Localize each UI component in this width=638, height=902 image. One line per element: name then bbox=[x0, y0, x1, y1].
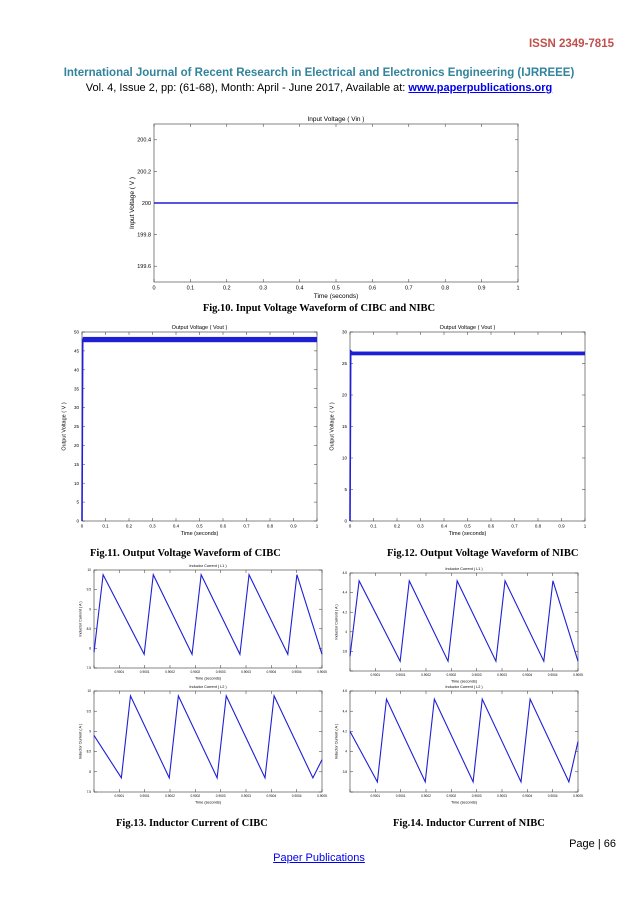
y-tick-label: 9.5 bbox=[86, 709, 91, 714]
x-tick-label: 0.5 bbox=[464, 523, 471, 529]
x-tick-label: 0.9004 bbox=[547, 673, 558, 678]
x-tick-label: 0 bbox=[348, 523, 352, 529]
x-tick-label: 0.9003 bbox=[497, 794, 507, 799]
y-tick-label: 200 bbox=[141, 200, 151, 207]
x-tick-label: 0.4 bbox=[440, 523, 448, 529]
x-tick-label: 0.1 bbox=[102, 523, 109, 529]
x-tick-label: 0.5 bbox=[332, 285, 340, 292]
y-tick-label: 5 bbox=[344, 487, 347, 493]
y-tick-label: 25 bbox=[341, 361, 347, 367]
chart-title: Input Voltage ( Vin ) bbox=[307, 116, 365, 123]
x-tick-label: 0.7 bbox=[511, 523, 518, 529]
x-tick-label: 0.9002 bbox=[190, 794, 201, 799]
x-tick-label: 0.8 bbox=[534, 523, 542, 529]
x-tick-label: 0.1 bbox=[370, 523, 377, 529]
chart-output-voltage-nibc bbox=[328, 320, 590, 542]
y-tick-label: 40 bbox=[73, 367, 79, 373]
x-tick-label: 0.9003 bbox=[471, 794, 482, 799]
y-tick-label: 4.4 bbox=[342, 590, 347, 595]
publisher-link[interactable]: Paper Publications bbox=[273, 852, 365, 864]
x-tick-label: 0.9002 bbox=[446, 794, 457, 799]
y-tick-label: 35 bbox=[73, 386, 79, 392]
x-tick-label: 0.9003 bbox=[215, 670, 226, 675]
y-tick-label: 8 bbox=[89, 646, 91, 651]
y-tick-label: 15 bbox=[73, 461, 79, 467]
x-axis-label: Time (seconds) bbox=[450, 679, 478, 684]
x-tick-label: 0.9003 bbox=[241, 794, 251, 799]
x-tick-label: 0.9 bbox=[290, 523, 297, 529]
x-tick-label: 0.7 bbox=[404, 285, 413, 292]
x-tick-label: 0.9002 bbox=[190, 670, 201, 675]
y-tick-label: 200.2 bbox=[137, 169, 151, 176]
x-tick-label: 0.9005 bbox=[573, 794, 583, 799]
x-tick-label: 0.8 bbox=[441, 285, 450, 292]
x-tick-label: 0.9003 bbox=[241, 670, 251, 675]
x-tick-label: 0.2 bbox=[222, 285, 231, 292]
caption-fig14: Fig.14. Inductor Current of NIBC bbox=[393, 818, 545, 829]
plot-frame bbox=[94, 691, 322, 792]
y-tick-label: 4.6 bbox=[342, 571, 347, 576]
y-tick-label: 50 bbox=[73, 329, 79, 335]
x-tick-label: 0.4 bbox=[295, 285, 304, 292]
y-axis-label: Input Voltage ( V ) bbox=[128, 176, 136, 230]
x-tick-label: 0.9002 bbox=[421, 794, 431, 799]
y-axis-label: Inductor Current ( A ) bbox=[334, 723, 339, 760]
y-tick-label: 8.5 bbox=[86, 749, 91, 754]
y-tick-label: 30 bbox=[341, 329, 347, 335]
x-axis-label: Time (seconds) bbox=[194, 800, 222, 805]
chart-inductor-current-cibc-l2 bbox=[76, 683, 326, 805]
issn-label: ISSN 2349-7815 bbox=[528, 38, 614, 50]
x-tick-label: 0.9003 bbox=[497, 673, 507, 678]
x-tick-label: 0.9003 bbox=[215, 794, 226, 799]
x-tick-label: 0.9 bbox=[477, 285, 486, 292]
x-tick-label: 0.1 bbox=[186, 285, 195, 292]
y-tick-label: 200.4 bbox=[137, 137, 151, 144]
x-tick-label: 0.9002 bbox=[165, 670, 175, 675]
website-link[interactable]: www.paperpublications.org bbox=[408, 82, 553, 94]
caption-fig10: Fig.10. Input Voltage Waveform of CIBC and NIBC bbox=[202, 303, 436, 314]
y-axis-label: Inductor Current ( A ) bbox=[78, 723, 83, 760]
plot-frame bbox=[82, 332, 317, 521]
x-tick-label: 0.9 bbox=[558, 523, 565, 529]
x-tick-label: 0 bbox=[152, 285, 156, 292]
chart-inductor-current-nibc-l1 bbox=[332, 565, 582, 683]
chart-input-voltage bbox=[108, 112, 526, 302]
x-tick-label: 0 bbox=[80, 523, 84, 529]
y-tick-label: 9.5 bbox=[86, 587, 91, 592]
x-tick-label: 1 bbox=[583, 523, 587, 529]
x-tick-label: 0.9004 bbox=[266, 670, 277, 675]
x-tick-label: 1 bbox=[516, 285, 520, 292]
chart-title: Inductor Current ( L2 ) bbox=[189, 685, 227, 689]
x-tick-label: 0.9004 bbox=[547, 794, 558, 799]
x-tick-label: 0.9001 bbox=[395, 794, 406, 799]
x-axis-label: Time (seconds) bbox=[180, 531, 219, 537]
x-tick-label: 0.9005 bbox=[317, 670, 327, 675]
caption-fig12: Fig.12. Output Voltage Waveform of NIBC bbox=[387, 548, 579, 559]
x-tick-label: 0.9004 bbox=[522, 794, 533, 799]
x-tick-label: 0.3 bbox=[259, 285, 268, 292]
y-axis-label: Output Voltage ( V ) bbox=[61, 402, 68, 451]
y-tick-label: 4 bbox=[345, 749, 347, 754]
y-tick-label: 15 bbox=[341, 424, 347, 430]
x-tick-label: 0.8 bbox=[266, 523, 274, 529]
chart-inductor-current-cibc-l1 bbox=[76, 562, 326, 680]
x-tick-label: 0.9005 bbox=[317, 794, 327, 799]
x-tick-label: 0.7 bbox=[243, 523, 250, 529]
y-tick-label: 199.6 bbox=[137, 264, 151, 271]
y-tick-label: 5 bbox=[76, 499, 79, 505]
y-tick-label: 3.8 bbox=[342, 769, 347, 774]
caption-fig13: Fig.13. Inductor Current of CIBC bbox=[116, 818, 268, 829]
y-tick-label: 30 bbox=[73, 405, 79, 411]
y-tick-label: 9 bbox=[89, 729, 91, 734]
y-tick-label: 7.5 bbox=[86, 666, 91, 671]
chart-title: Inductor Current ( L1 ) bbox=[445, 567, 483, 571]
x-tick-label: 0.9001 bbox=[114, 670, 125, 675]
x-axis-label: Time (seconds) bbox=[313, 293, 359, 300]
x-tick-label: 0.3 bbox=[149, 523, 156, 529]
x-tick-label: 0.2 bbox=[393, 523, 401, 529]
x-tick-label: 0.6 bbox=[219, 523, 227, 529]
y-tick-label: 7.5 bbox=[86, 790, 91, 795]
x-tick-label: 0.9002 bbox=[421, 673, 431, 678]
plot-frame bbox=[350, 691, 578, 792]
chart-title: Output Voltage ( Vout ) bbox=[171, 325, 228, 331]
x-tick-label: 0.9001 bbox=[370, 794, 381, 799]
y-tick-label: 20 bbox=[73, 442, 79, 448]
x-tick-label: 0.9004 bbox=[291, 794, 302, 799]
x-tick-label: 0.9004 bbox=[266, 794, 277, 799]
x-tick-label: 0.9001 bbox=[395, 673, 406, 678]
x-axis-label: Time (seconds) bbox=[448, 531, 487, 537]
x-tick-label: 0.9002 bbox=[446, 673, 457, 678]
x-tick-label: 0.6 bbox=[368, 285, 377, 292]
y-tick-label: 10 bbox=[341, 455, 347, 461]
chart-inductor-current-nibc-l2 bbox=[332, 683, 582, 805]
x-tick-label: 0.9004 bbox=[291, 670, 302, 675]
y-tick-label: 0 bbox=[344, 518, 347, 524]
journal-volume-line bbox=[0, 82, 638, 94]
y-tick-label: 45 bbox=[73, 348, 79, 354]
y-tick-label: 20 bbox=[341, 392, 347, 398]
y-tick-label: 4 bbox=[345, 629, 347, 634]
chart-title: Inductor Current ( L1 ) bbox=[189, 564, 227, 568]
x-tick-label: 0.9004 bbox=[522, 673, 533, 678]
y-tick-label: 4.4 bbox=[342, 709, 347, 714]
y-tick-label: 10 bbox=[87, 568, 91, 573]
x-tick-label: 1 bbox=[315, 523, 319, 529]
y-tick-label: 9 bbox=[89, 607, 91, 612]
y-tick-label: 0 bbox=[76, 518, 79, 524]
x-tick-label: 0.9005 bbox=[573, 673, 583, 678]
y-tick-label: 10 bbox=[73, 480, 79, 486]
x-tick-label: 0.2 bbox=[125, 523, 133, 529]
x-tick-label: 0.9001 bbox=[139, 794, 150, 799]
y-axis-label: Inductor Current ( A ) bbox=[334, 604, 339, 640]
caption-fig11: Fig.11. Output Voltage Waveform of CIBC bbox=[90, 548, 281, 559]
plot-frame bbox=[350, 332, 585, 521]
volume-text: Vol. 4, Issue 2, pp: (61-68), Month: April - June 2017, Available at: bbox=[85, 82, 409, 94]
y-tick-label: 4.6 bbox=[342, 689, 347, 694]
plot-frame bbox=[350, 573, 578, 671]
x-tick-label: 0.3 bbox=[417, 523, 424, 529]
x-axis-label: Time (seconds) bbox=[450, 800, 478, 805]
x-tick-label: 0.9001 bbox=[114, 794, 125, 799]
y-tick-label: 199.8 bbox=[137, 232, 151, 239]
chart-title: Output Voltage ( Vout ) bbox=[439, 325, 496, 331]
footer-publisher bbox=[0, 852, 638, 864]
y-axis-label: Output Voltage ( V ) bbox=[329, 402, 336, 451]
y-tick-label: 10 bbox=[87, 689, 91, 694]
y-tick-label: 8.5 bbox=[86, 626, 91, 631]
x-tick-label: 0.9002 bbox=[165, 794, 175, 799]
x-axis-label: Time (seconds) bbox=[194, 676, 222, 681]
y-tick-label: 25 bbox=[73, 424, 79, 430]
chart-output-voltage-cibc bbox=[60, 320, 322, 542]
x-tick-label: 0.9001 bbox=[139, 670, 150, 675]
x-tick-label: 0.5 bbox=[196, 523, 203, 529]
x-tick-label: 0.6 bbox=[487, 523, 495, 529]
y-tick-label: 4.2 bbox=[342, 610, 347, 615]
chart-title: Inductor Current ( L2 ) bbox=[445, 685, 483, 689]
x-tick-label: 0.9001 bbox=[370, 673, 381, 678]
y-tick-label: 8 bbox=[89, 769, 91, 774]
x-tick-label: 0.4 bbox=[172, 523, 180, 529]
y-tick-label: 4.2 bbox=[342, 729, 347, 734]
x-tick-label: 0.9003 bbox=[471, 673, 482, 678]
y-axis-label: Inductor Current ( A ) bbox=[78, 601, 83, 637]
journal-title: International Journal of Recent Research in Electrical and Electronics Engineering (IJRREEE) bbox=[63, 67, 575, 79]
page-number: Page | 66 bbox=[569, 838, 616, 850]
y-tick-label: 3.8 bbox=[342, 649, 347, 654]
